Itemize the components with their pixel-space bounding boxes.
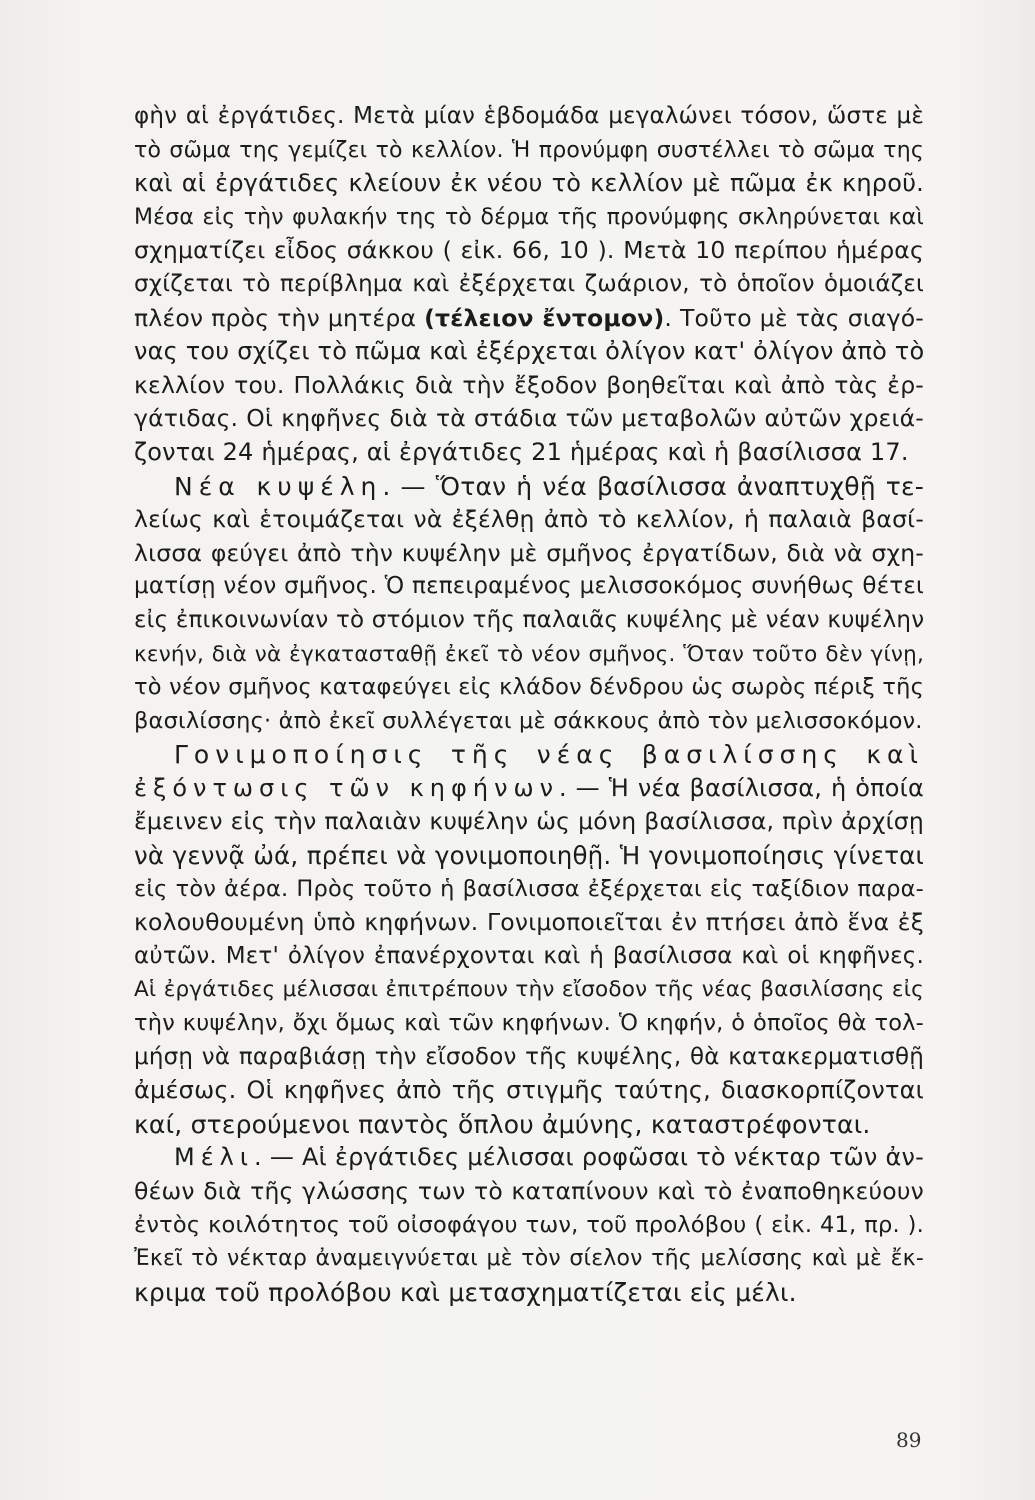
text-run: πλέον πρὸς τὴν μητέρα (134, 303, 425, 332)
text-line: κριμα τοῦ προλόβου καὶ μετασχηματίζεται εἰς μέλι. (134, 1277, 797, 1307)
section-heading-line (134, 772, 924, 806)
section-heading: ἐξόντωσις τῶν κηφήνων (134, 773, 559, 802)
bold-term: (τέλειον ἔντομον) (424, 303, 665, 332)
page-number: 89 (896, 1428, 922, 1452)
text-line: νας του σχίζει τὸ πῶμα καὶ ἐξέρχεται ὀλίγον κατ' ὀλίγον ἀπὸ τὸ (134, 337, 925, 366)
text-line: φὴν αἱ ἐργάτιδες. Μετὰ μίαν ἑβδομάδα μεγαλώνει τόσον, ὥστε μὲ (134, 103, 924, 129)
text-line: νὰ γεννᾷ ὠά, πρέπει νὰ γονιμοποιηθῇ. Ἡ γονιμοποίησις γίνεται (134, 841, 924, 871)
text-line: αὐτῶν. Μετ' ὀλίγον ἐπανέρχονται καὶ ἡ βασίλισσα καὶ οἱ κηφῆνες. (134, 942, 924, 969)
text-line: κολουθουμένη ὑπὸ κηφήνων. Γονιμοποιεῖται ἐν πτήσει ἀπὸ ἕνα ἐξ (134, 908, 924, 937)
text-line: σχηματίζει εἶδος σάκκου ( εἰκ. 66, 10 ). Μετὰ 10 περίπου ἡμέρας (134, 236, 924, 265)
text-run: . — Ὅταν ἡ νέα βασίλισσα ἀναπτυχθῇ τε- (382, 471, 924, 501)
text-line: κελλίον του. Πολλάκις διὰ τὴν ἔξοδον βοηθεῖται καὶ ἀπὸ τὰς ἐρ- (134, 370, 924, 399)
text-line: τὸ σῶμα της γεμίζει τὸ κελλίον. Ἡ προνύμφη συστέλλει τὸ σῶμα της (134, 137, 924, 163)
text-line (134, 302, 924, 336)
text-line: εἰς ἐπικοινωνίαν τὸ στόμιον τῆς παλαιᾶς κυψέλης μὲ νέαν κυψέλην (134, 606, 925, 633)
body-text (134, 100, 924, 1309)
text-line: εἰς τὸν ἀέρα. Πρὸς τοῦτο ἡ βασίλισσα ἐξέρχεται εἰς ταξίδιον παρα- (134, 875, 924, 902)
text-line: βασιλίσσης· ἀπὸ ἐκεῖ συλλέγεται μὲ σάκκους ἀπὸ τὸν μελισσοκόμον. (134, 707, 923, 734)
text-line: ζονται 24 ἡμέρας, αἱ ἐργάτιδες 21 ἡμέρας καὶ ἡ βασίλισσα 17. (134, 437, 909, 466)
text-line: ματίσῃ νέον σμῆνος. Ὁ πεπειραμένος μελισσοκόμος συνήθως θέτει (134, 573, 924, 600)
section-heading: Γονιμοποίησις τῆς νέας βασιλίσσης καὶ (174, 740, 924, 770)
section-heading-line (134, 470, 924, 504)
text-line: θέων διὰ τῆς γλώσσης των τὸ καταπίνουν καὶ τὸ ἐναποθηκεύουν (134, 1177, 924, 1205)
section-heading: Μέλι (174, 1143, 255, 1172)
text-line: Ἐκεῖ τὸ νέκταρ ἀναμειγνύεται μὲ τὸν σίελον τῆς μελίσσης καὶ μὲ ἔκ- (134, 1246, 924, 1272)
text-line: ἐντὸς κοιλότητος τοῦ οἰσοφάγου των, τοῦ προλόβου ( εἰκ. 41, πρ. ). (134, 1211, 924, 1238)
text-line: Μέσα εἰς τὴν φυλακήν της τὸ δέρμα τῆς προνύμφης σκληρύνεται καὶ (134, 204, 924, 230)
text-line: λισσα φεύγει ἀπὸ τὴν κυψέλην μὲ σμῆνος ἐργατίδων, διὰ νὰ σχη- (134, 538, 924, 567)
text-line: τὴν κυψέλην, ὄχι ὅμως καὶ τῶν κηφήνων. Ὁ κηφήν, ὁ ὁποῖος θὰ τολ- (134, 1010, 924, 1037)
text-run: . — Αἱ ἐργάτιδες μέλισσαι ροφῶσαι τὸ νέκταρ τῶν ἀν- (254, 1143, 924, 1172)
section-heading: Νέα κυψέλη (174, 471, 383, 501)
text-line: καί, στερούμενοι παντὸς ὅπλου ἀμύνης, καταστρέφονται. (134, 1109, 871, 1139)
text-line: καὶ αἱ ἐργάτιδες κλείουν ἐκ νέου τὸ κελλίον μὲ πῶμα ἐκ κηροῦ. (134, 169, 924, 198)
text-run: . Τοῦτο μὲ τὰς σιαγό- (664, 303, 924, 332)
text-line: ἔμεινεν εἰς τὴν παλαιὰν κυψέλην ὡς μόνη βασίλισσα, πρὶν ἀρχίσῃ (134, 807, 924, 836)
section-heading-line (134, 1141, 924, 1175)
text-line: ἀμέσως. Οἱ κηφῆνες ἀπὸ τῆς στιγμῆς ταύτης, διασκορπίζονται (134, 1076, 924, 1105)
text-line: τὸ νέον σμῆνος καταφεύγει εἰς κλάδον δένδρου ὡς σωρὸς πέριξ τῆς (134, 674, 924, 701)
section-heading-line (134, 738, 924, 772)
text-line: μήσῃ νὰ παραβιάσῃ τὴν εἴσοδον τῆς κυψέλης, θὰ κατακερματισθῇ (134, 1043, 924, 1070)
text-line: σχίζεται τὸ περίβλημα καὶ ἐξέρχεται ζωάριον, τὸ ὁποῖον ὁμοιάζει (134, 270, 924, 297)
text-line: γάτιδας. Οἱ κηφῆνες διὰ τὰ στάδια τῶν μεταβολῶν αὐτῶν χρειά- (134, 404, 924, 433)
text-run: . — Ἡ νέα βασίλισσα, ἡ ὁποία (558, 773, 924, 802)
text-line: Αἱ ἐργάτιδες μέλισσαι ἐπιτρέπουν τὴν εἴσοδον τῆς νέας βασιλίσσης εἰς (134, 977, 924, 1003)
text-line: λείως καὶ ἑτοιμάζεται νὰ ἐξέλθῃ ἀπὸ τὸ κελλίον, ἡ παλαιὰ βασί- (134, 505, 924, 534)
text-line: κενήν, διὰ νὰ ἐγκατασταθῇ ἐκεῖ τὸ νέον σμῆνος. Ὅταν τοῦτο δὲν γίνῃ, (134, 641, 924, 667)
